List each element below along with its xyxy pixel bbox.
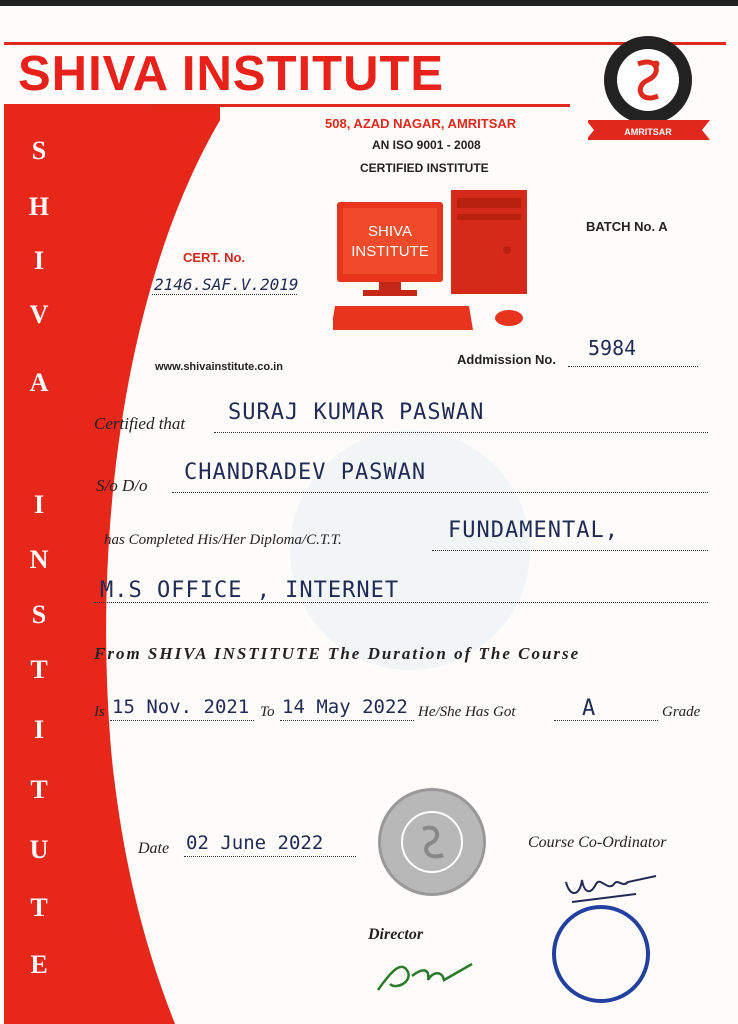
- sidebar-letter: U: [29, 835, 49, 864]
- completed-label: has Completed His/Her Diploma/C.T.T.: [104, 532, 342, 548]
- from-date-dots: [110, 720, 254, 721]
- sidebar-letter: E: [30, 950, 48, 979]
- to-label: To: [260, 704, 275, 720]
- sidebar-letter: I: [33, 715, 45, 744]
- parent-name-dots: [172, 492, 708, 493]
- cert-no-value: 2146.SAF.V.2019: [154, 275, 299, 294]
- coordinator-label: Course Co-Ordinator: [528, 834, 667, 851]
- from-institute-line: From SHIVA INSTITUTE The Duration of The Course: [94, 644, 581, 663]
- parent-name: CHANDRADEV PASWAN: [184, 460, 427, 485]
- logo-ribbon-text: AMRITSAR: [624, 127, 672, 137]
- got-label: He/She Has Got: [418, 704, 516, 720]
- from-date: 15 Nov. 2021: [112, 696, 250, 718]
- coordinator-signature: [556, 862, 666, 912]
- sidebar-letter: S: [31, 136, 47, 165]
- computer-illustration: [333, 190, 533, 340]
- is-label: Is: [94, 704, 105, 720]
- screen-text-line2: INSTITUTE: [351, 243, 429, 260]
- sidebar-letter: A: [29, 368, 49, 397]
- grade-dots: [554, 720, 658, 721]
- screen-text-line1: SHIVA: [368, 223, 412, 240]
- course-line2: M.S OFFICE , INTERNET: [100, 578, 400, 603]
- admission-dots: [568, 366, 698, 367]
- grade-value: A: [582, 696, 597, 721]
- to-date: 14 May 2022: [282, 696, 408, 718]
- certified-line: CERTIFIED INSTITUTE: [360, 161, 489, 175]
- institute-logo: [588, 34, 718, 144]
- certified-that-label: Certified that: [94, 414, 186, 433]
- student-name-dots: [214, 432, 708, 433]
- sidebar-letter: N: [29, 545, 49, 574]
- sidebar-letter: I: [33, 246, 45, 275]
- sidebar-letter: T: [30, 893, 48, 922]
- coordinator-stamp: [552, 905, 650, 1003]
- date-value: 02 June 2022: [186, 832, 324, 854]
- sidebar-letter: S: [31, 600, 47, 629]
- course-line1-dots: [432, 550, 708, 551]
- date-label: Date: [138, 840, 170, 857]
- institute-address: 508, AZAD NAGAR, AMRITSAR: [325, 116, 517, 131]
- date-dots: [184, 856, 356, 857]
- director-signature: [372, 950, 482, 1000]
- sidebar-letter: I: [33, 490, 45, 519]
- sidebar-letter: H: [28, 192, 50, 221]
- header-rule-bottom: [150, 104, 570, 107]
- so-do-label: S/o D/o: [96, 476, 148, 495]
- cert-no-label: CERT. No.: [183, 250, 246, 265]
- admission-value: 5984: [588, 336, 637, 360]
- to-date-dots: [280, 720, 414, 721]
- iso-line: AN ISO 9001 - 2008: [372, 138, 481, 152]
- grade-label: Grade: [662, 704, 701, 720]
- director-label: Director: [368, 926, 424, 943]
- course-line1: FUNDAMENTAL,: [448, 518, 619, 543]
- sidebar-letter: V: [29, 300, 49, 329]
- sidebar-letter: T: [30, 655, 48, 684]
- batch-number: BATCH No. A: [586, 219, 668, 234]
- website-url: www.shivainstitute.co.in: [155, 361, 283, 373]
- sidebar-letter: T: [30, 775, 48, 804]
- institute-title: SHIVA INSTITUTE: [18, 47, 445, 101]
- institute-seal-stamp: [378, 788, 486, 896]
- admission-label: Addmission No.: [457, 352, 556, 367]
- student-name: SURAJ KUMAR PASWAN: [228, 400, 485, 425]
- cert-no-dots: [152, 294, 297, 295]
